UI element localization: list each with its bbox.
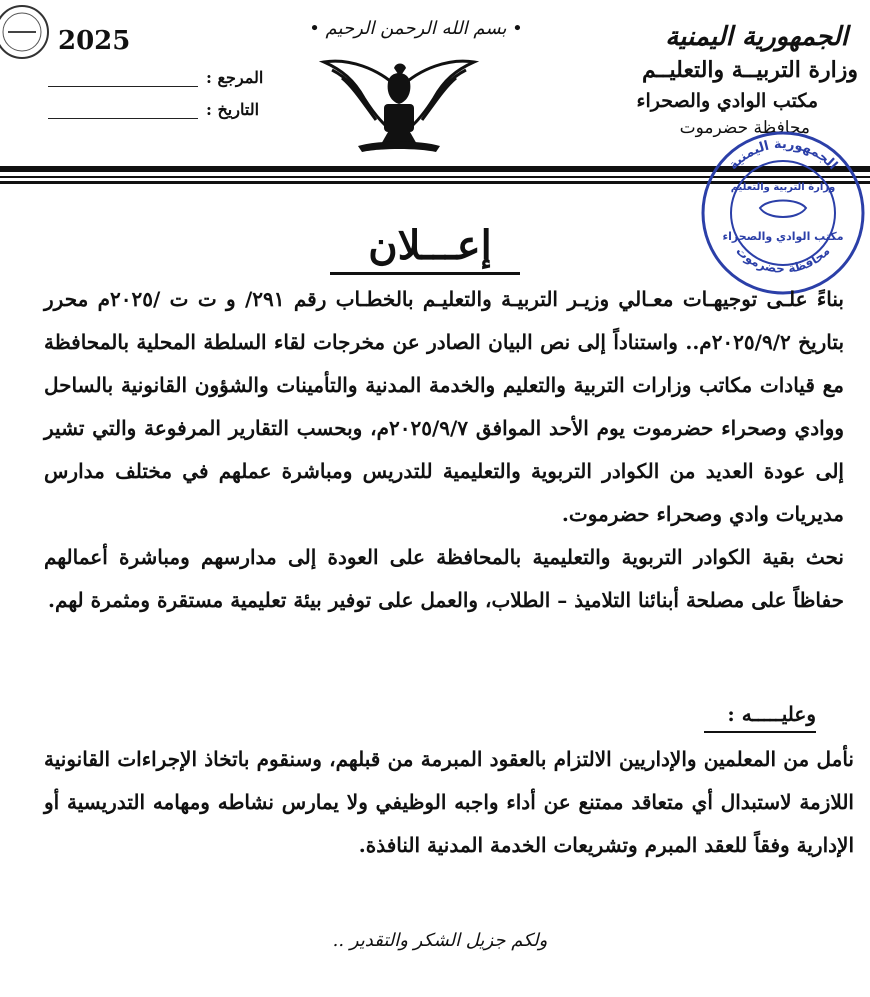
stamp-center-text: مكتب الوادي والصحراء [722,230,844,243]
reference-line [48,72,198,87]
svg-text:محافظة حضرموت [733,244,832,276]
body-paragraph: نحث بقية الكوادر التربوية والتعليمية بالمحافظة على العودة إلى مدارسهم ومباشرة أعمالهم حفاظاً على مصلحة أبنائنا التلاميذ – الطلاب، والعمل على توفير بيئة تعليمية مستقرة ومثمرة لهم. [44,545,844,612]
closing-line: ولكم جزيل الشكر والتقدير .. [332,930,548,951]
date-label: التاريخ : [206,100,260,119]
year-label: 2025 [58,26,131,56]
office-name: مكتب الوادي والصحراء [636,90,818,112]
republic-name: الجمهورية اليمنية [665,22,848,52]
accordingly-label: وعليـــــه : [727,702,816,726]
announcement-body [44,278,844,622]
official-stamp-icon [698,128,868,298]
eagle-emblem-icon [318,48,480,158]
stamp-ring-bottom-text: محافظة حضرموت [733,243,833,276]
date-row [48,100,259,119]
basmala: • بسم الله الرحمن الرحيم • [309,18,523,39]
date-line [48,104,198,119]
letterhead-issuer [558,20,858,140]
title-underline [330,272,520,275]
accordingly-underline [704,731,816,733]
ministry-name: وزارة التربيــة والتعليــم [641,57,858,83]
announcement-title: إعـــلان [368,222,492,269]
stamp-ministry-text: وزارة التربية والتعليم [730,182,836,193]
reference-row [48,68,263,87]
announcement-conclusion [44,738,854,867]
stamp-ring-text: الجمهورية اليمنية [726,136,841,174]
governorate-name: محافظة حضرموت [679,118,810,138]
body-paragraph: نأمل من المعلمين والإداريين الالتزام بالعقود المبرمة من قبلهم، وسنقوم باتخاذ الإجراءات القانونية اللازمة لاستبدال أي متعاقد ممتنع عن أداء واجبه الوظيفي ولا يمارس نشاطه ومهامه التدريسية أو الإدارية وفقاً للعقد المبرم وتشريعات الخدمة المدنية النافذة. [44,747,854,857]
reference-label: المرجع : [206,68,264,87]
body-paragraph: بناءً علـى توجيهـات معـالي وزيـر التربيـة والتعليـم بالخطـاب رقم ٢٩١/ و ت ت /٢٠٢٥م محرر بتاريخ ٢٠٢٥/٩/٢م.. واستناداً إلى نص البيان الصادر عن مخرجات لقاء السلطة المحلية بالمحافظة مع قيادات مكاتب وزارات التربية والتعليم والخدمة المدنية والتأمينات والشؤون القانونية بالساحل ووادي وصحراء حضرموت يوم الأحد الموافق ٢٠٢٥/٩/٧م، وبحسب التقارير المرفوعة والتي تشير إلى عودة العديد من الكوادر التربوية والتعليمية للتدريس ومباشرة عملهم في مختلف مدارس مديريات وادي وصحراء حضرموت. [44,287,845,526]
